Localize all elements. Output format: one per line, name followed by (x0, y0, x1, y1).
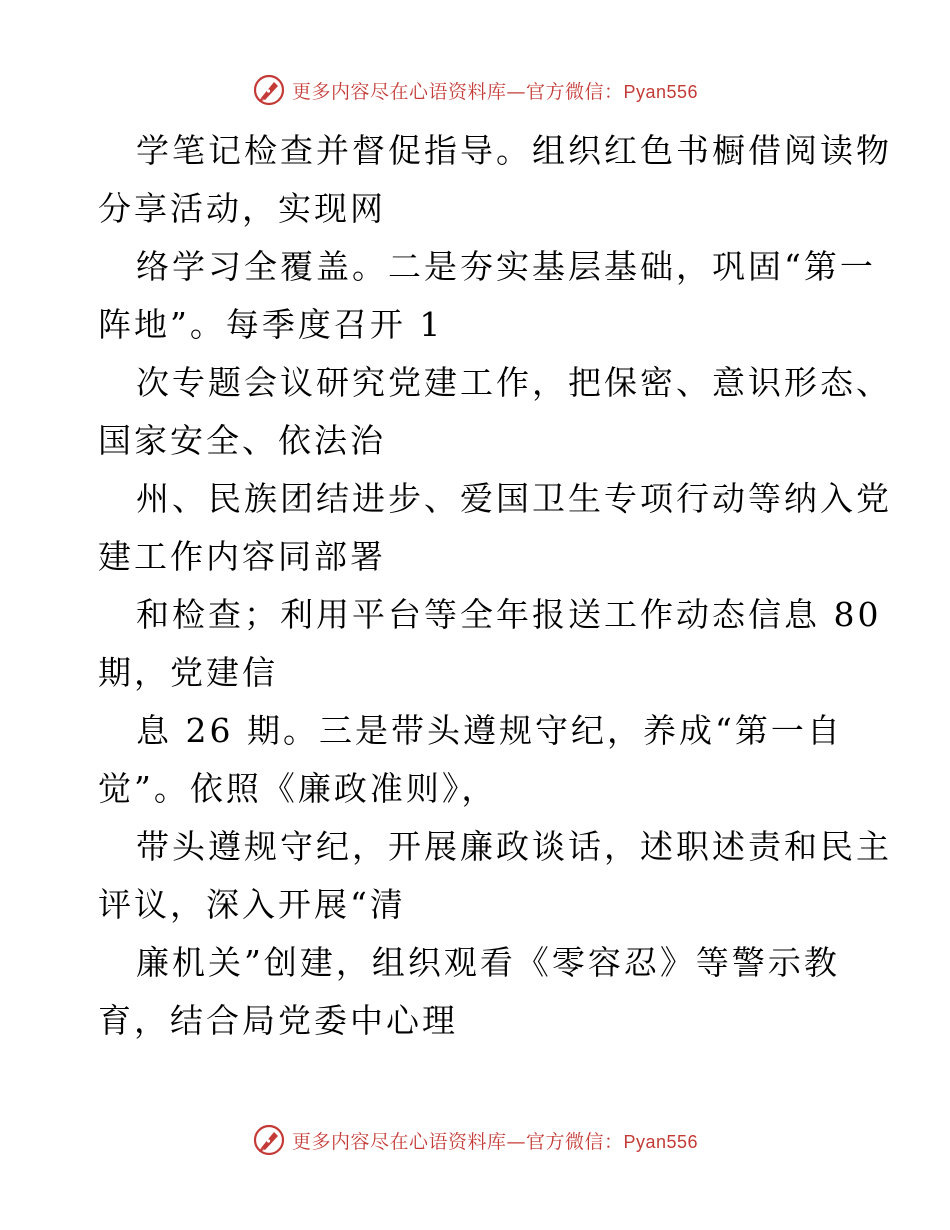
watermark-site-text: 更多内容尽在心语资料库 (291, 80, 507, 103)
text-line: 州、民族团结进步、爱国卫生专项行动等纳入党 (136, 479, 892, 518)
text-line: 国家安全、依法治 (98, 421, 386, 460)
watermark-site-text: 更多内容尽在心语资料库 (291, 1130, 507, 1153)
text-line: 带头遵规守纪，开展廉政谈话，述职述责和民主 (136, 827, 892, 866)
document-body (98, 122, 892, 1050)
watermark-label: 官方微信： (525, 1130, 624, 1153)
text-line: 和检查；利用平台等全年报送工作动态信息 80 (136, 595, 882, 634)
watermark-dash: — (506, 80, 526, 103)
text-line: 息 26 期。三是带头遵规守纪，养成“第一自 (136, 711, 843, 750)
text-line: 络学习全覆盖。二是夯实基层基础，巩固“第一 (136, 247, 876, 286)
text-line: 建工作内容同部署 (98, 537, 386, 576)
text-line: 觉”。依照《廉政准则》， (98, 769, 498, 808)
pen-nib-logo-icon (252, 73, 286, 107)
pen-nib-logo-icon (252, 1123, 286, 1157)
text-line: 评议，深入开展“清 (98, 885, 406, 924)
watermark-text (292, 1127, 698, 1154)
text-line: 育，结合局党委中心理 (98, 1001, 458, 1040)
text-line: 次专题会议研究党建工作，把保密、意识形态、 (136, 363, 892, 402)
footer-watermark (0, 1120, 950, 1160)
watermark-handle: Pyan556 (623, 81, 699, 102)
watermark-label: 官方微信： (525, 80, 624, 103)
text-line: 阵地”。每季度召开 1 (98, 305, 444, 344)
text-line: 分享活动，实现网 (98, 189, 386, 228)
text-line: 期，党建信 (98, 653, 278, 692)
header-watermark (0, 70, 950, 110)
watermark-handle: Pyan556 (623, 1131, 699, 1152)
text-line: 学笔记检查并督促指导。组织红色书橱借阅读物 (136, 131, 892, 170)
watermark-text (292, 77, 698, 104)
text-line: 廉机关”创建，组织观看《零容忍》等警示教 (136, 943, 840, 982)
watermark-dash: — (506, 1130, 526, 1153)
